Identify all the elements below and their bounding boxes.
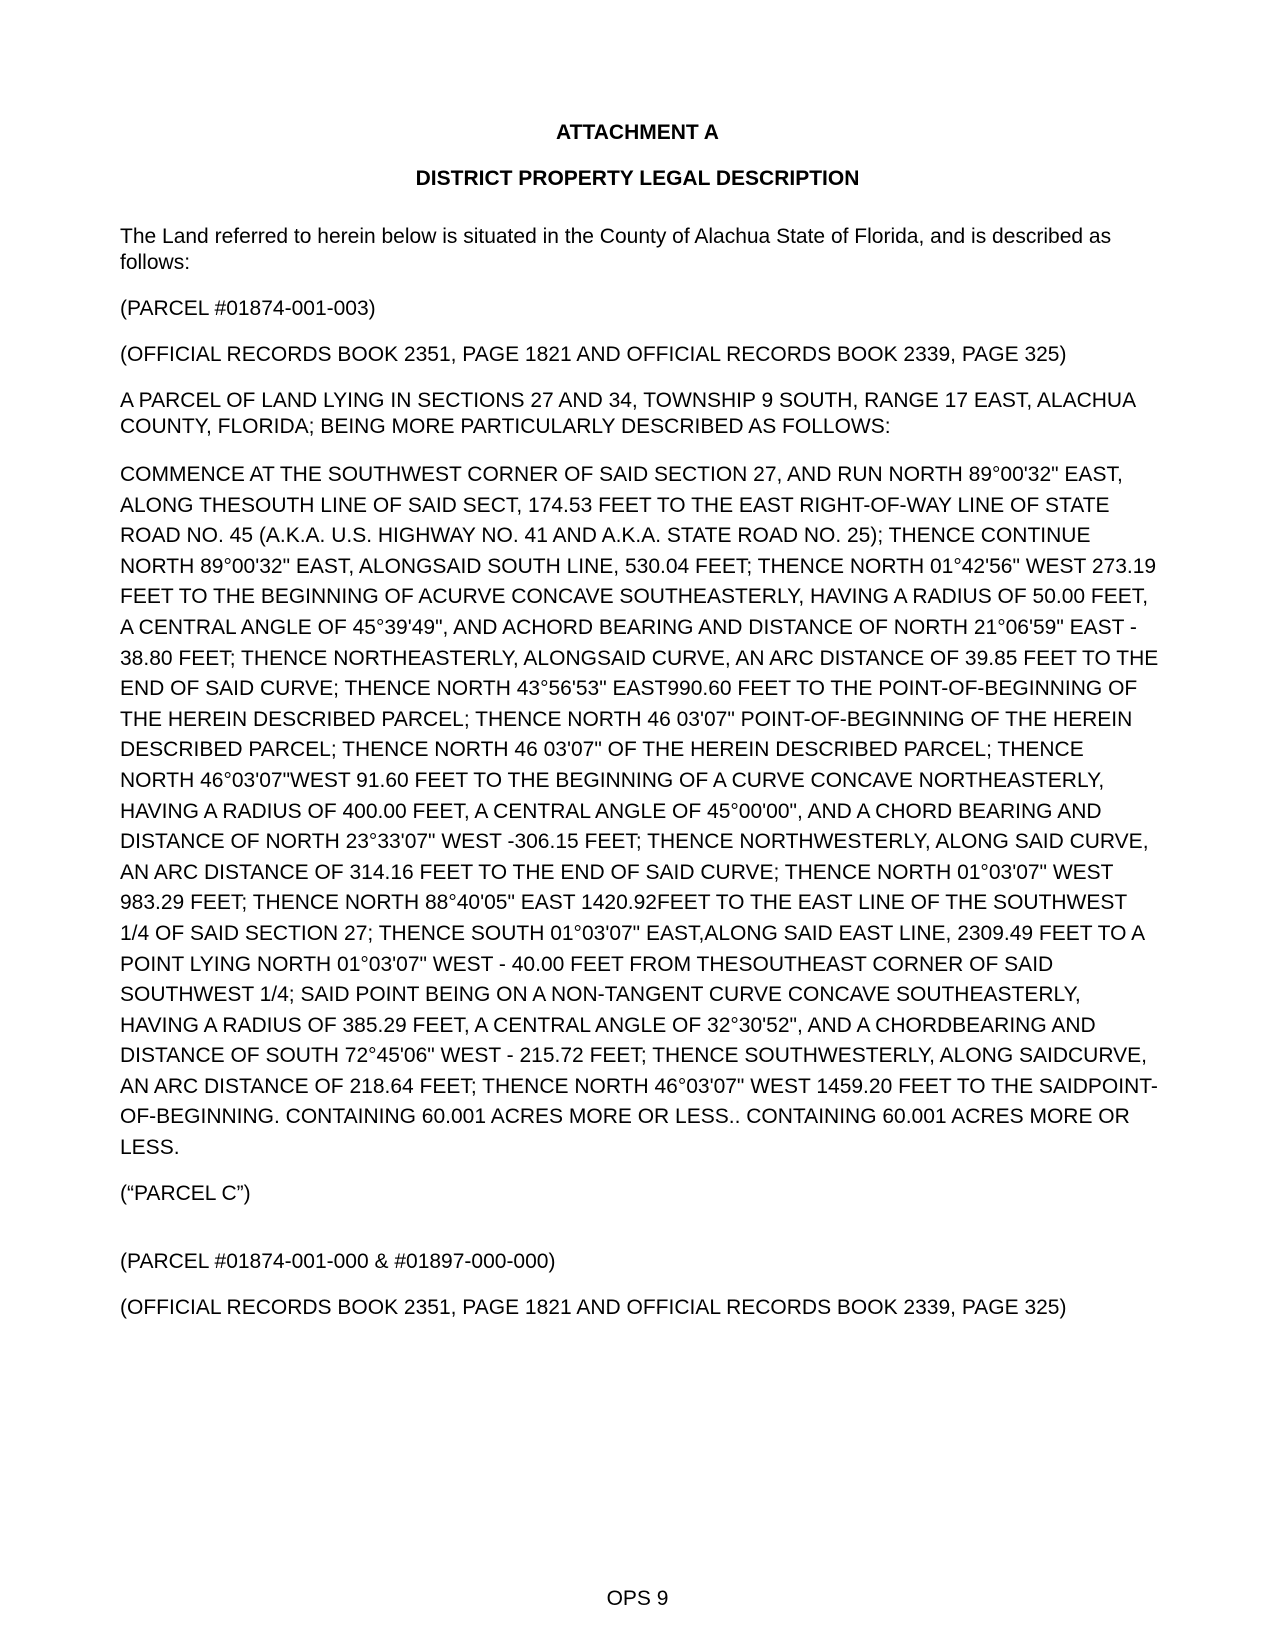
records-reference: (OFFICIAL RECORDS BOOK 2351, PAGE 1821 AND OFFICIAL RECORDS BOOK 2339, PAGE 325): [120, 343, 1067, 366]
attachment-heading: ATTACHMENT A: [556, 121, 719, 144]
legal-description: COMMENCE AT THE SOUTHWEST CORNER OF SAID SECTION 27, AND RUN NORTH 89°00'32" EAST, ALONG THESOUTH LINE OF SAID SECT, 174.53 FEET TO THE EAST RIGHT-OF-WAY LINE OF STATE ROAD NO. 45 (A.K.A. U.S. HIGHWAY NO. 41 AND A.K.A. STATE ROAD NO. 25); THENCE CONTINUE NORTH 89°00'32" EAST, ALONGSAID SOUTH LINE, 530.04 FEET; THENCE NORTH 01°42'56" WEST 273.19 FEET TO THE BEGINNING OF ACURVE CONCAVE SOUTHEASTERLY, HAVING A RADIUS OF 50.00 FEET, A CENTRAL ANGLE OF 45°39'49", AND ACHORD BEARING AND DISTANCE OF NORTH 21°06'59" EAST - 38.80 FEET; THENCE NORTHEASTERLY, ALONGSAID CURVE, AN ARC DISTANCE OF 39.85 FEET TO THE END OF SAID CURVE; THENCE NORTH 43°56'53" EAST990.60 FEET TO THE POINT-OF-BEGINNING OF THE HEREIN DESCRIBED PARCEL; THENCE NORTH 46 03'07" POINT-OF-BEGINNING OF THE HEREIN DESCRIBED PARCEL; THENCE NORTH 46 03'07" OF THE HEREIN DESCRIBED PARCEL; THENCE NORTH 46°03'07"WEST 91.60 FEET TO THE BEGINNING OF A CURVE CONCAVE NORTHEASTERLY, HAVING A RADIUS OF 400.00 FEET, A CENTRAL ANGLE OF 45°00'00", AND A CHORD BEARING AND DISTANCE OF NORTH 23°33'07" WEST -306.15 FEET; THENCE NORTHWESTERLY, ALONG SAID CURVE, AN ARC DISTANCE OF 314.16 FEET TO THE END OF SAID CURVE; THENCE NORTH 01°03'07" WEST 983.29 FEET; THENCE NORTH 88°40'05" EAST 1420.92FEET TO THE EAST LINE OF THE SOUTHWEST 1/4 OF SAID SECTION 27; THENCE SOUTH 01°03'07" EAST,ALONG SAID EAST LINE, 2309.49 FEET TO A POINT LYING NORTH 01°03'07" WEST - 40.00 FEET FROM THESOUTHEAST CORNER OF SAID SOUTHWEST 1/4; SAID POINT BEING ON A NON-TANGENT CURVE CONCAVE SOUTHEASTERLY, HAVING A RADIUS OF 385.29 FEET, A CENTRAL ANGLE OF 32°30'52", AND A CHORDBEARING AND DISTANCE OF SOUTH 72°45'06" WEST - 215.72 FEET; THENCE SOUTHWESTERLY, ALONG SAIDCURVE, AN ARC DISTANCE OF 218.64 FEET; THENCE NORTH 46°03'07" WEST 1459.20 FEET TO THE SAIDPOINT-OF-BEGINNING. CONTAINING 60.001 ACRES MORE OR LESS.. CONTAINING 60.001 ACRES MORE OR LESS.: [120, 463, 1159, 1160]
page-number: OPS 9: [606, 1587, 669, 1610]
parcel-number: (PARCEL #01874-001-003): [120, 297, 376, 320]
records-reference-second: (OFFICIAL RECORDS BOOK 2351, PAGE 1821 AND OFFICIAL RECORDS BOOK 2339, PAGE 325): [120, 1295, 1067, 1319]
parcel-c-label: (“PARCEL C”): [120, 1181, 251, 1205]
document-title: DISTRICT PROPERTY LEGAL DESCRIPTION: [415, 167, 860, 190]
location-paragraph: A PARCEL OF LAND LYING IN SECTIONS 27 AND 34, TOWNSHIP 9 SOUTH, RANGE 17 EAST, ALACHUA COUNTY, FLORIDA; BEING MORE PARTICULARLY DESCRIBED AS FOLLOWS:: [120, 389, 1135, 438]
intro-paragraph: The Land referred to herein below is situated in the County of Alachua State of Florida, and is described as follows:: [120, 225, 1112, 274]
document-body: [120, 224, 1160, 1341]
parcel-number-second: (PARCEL #01874-001-000 & #01897-000-000): [120, 1249, 556, 1273]
